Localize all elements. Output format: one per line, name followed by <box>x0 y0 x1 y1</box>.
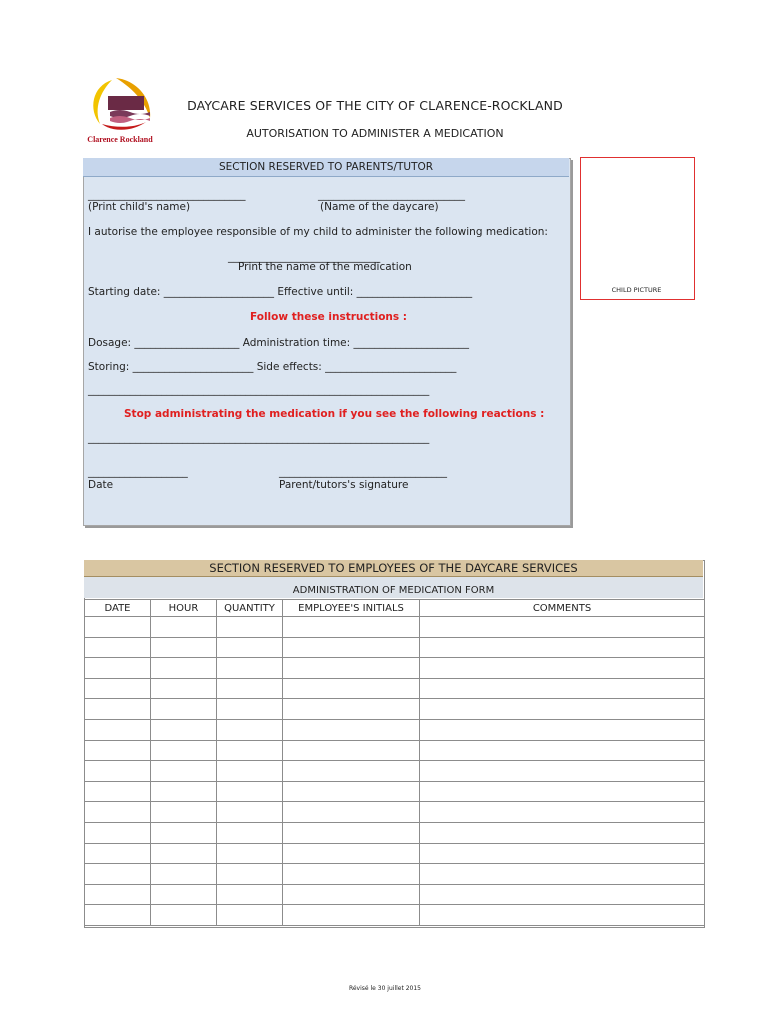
date-cell[interactable] <box>85 822 151 843</box>
quantity-cell[interactable] <box>217 617 283 638</box>
comments-cell[interactable] <box>420 637 705 658</box>
hour-cell[interactable] <box>151 884 217 905</box>
column-header-hour: HOUR <box>151 600 217 617</box>
instructions-line[interactable]: _________________________________________________________________ <box>88 384 430 396</box>
hour-cell[interactable] <box>151 781 217 802</box>
quantity-cell[interactable] <box>217 678 283 699</box>
date-cell[interactable] <box>85 617 151 638</box>
child-picture-label: CHILD PICTURE <box>611 286 662 294</box>
authorize-text: I autorise the employee responsible of my child to administer the following medication: <box>88 226 548 238</box>
comments-cell[interactable] <box>420 719 705 740</box>
date-cell[interactable] <box>85 761 151 782</box>
table-row <box>85 781 705 802</box>
initials-cell[interactable] <box>283 802 420 823</box>
table-row <box>85 761 705 782</box>
date-cell[interactable] <box>85 905 151 926</box>
quantity-cell[interactable] <box>217 884 283 905</box>
hour-cell[interactable] <box>151 699 217 720</box>
initials-cell[interactable] <box>283 884 420 905</box>
hour-cell[interactable] <box>151 905 217 926</box>
table-row <box>85 699 705 720</box>
child-name-line[interactable]: ______________________________ <box>88 189 246 201</box>
hour-cell[interactable] <box>151 678 217 699</box>
date-cell[interactable] <box>85 699 151 720</box>
quantity-cell[interactable] <box>217 843 283 864</box>
table-row <box>85 884 705 905</box>
quantity-cell[interactable] <box>217 658 283 679</box>
comments-cell[interactable] <box>420 864 705 885</box>
comments-cell[interactable] <box>420 658 705 679</box>
initials-cell[interactable] <box>283 740 420 761</box>
hour-cell[interactable] <box>151 822 217 843</box>
quantity-cell[interactable] <box>217 761 283 782</box>
table-row <box>85 822 705 843</box>
quantity-cell[interactable] <box>217 719 283 740</box>
quantity-cell[interactable] <box>217 637 283 658</box>
quantity-cell[interactable] <box>217 822 283 843</box>
date-cell[interactable] <box>85 637 151 658</box>
initials-cell[interactable] <box>283 719 420 740</box>
employees-section-title: SECTION RESERVED TO EMPLOYEES OF THE DAYCARE SERVICES <box>84 560 703 577</box>
date-cell[interactable] <box>85 802 151 823</box>
medication-form-title: ADMINISTRATION OF MEDICATION FORM <box>84 577 703 598</box>
child-picture-box[interactable] <box>580 157 695 300</box>
date-label: Date <box>88 479 114 491</box>
quantity-cell[interactable] <box>217 781 283 802</box>
medication-log-table <box>84 599 705 926</box>
city-logo <box>82 74 158 146</box>
storing-field[interactable]: Storing: _______________________ Side effects: _________________________ <box>88 361 457 373</box>
follow-instructions-heading: Follow these instructions : <box>250 311 408 323</box>
quantity-cell[interactable] <box>217 802 283 823</box>
initials-cell[interactable] <box>283 617 420 638</box>
hour-cell[interactable] <box>151 719 217 740</box>
date-cell[interactable] <box>85 658 151 679</box>
table-header-row <box>85 600 705 617</box>
quantity-cell[interactable] <box>217 740 283 761</box>
quantity-cell[interactable] <box>217 699 283 720</box>
comments-cell[interactable] <box>420 884 705 905</box>
initials-cell[interactable] <box>283 637 420 658</box>
comments-cell[interactable] <box>420 740 705 761</box>
column-header-initials: EMPLOYEE'S INITIALS <box>283 600 420 617</box>
date-cell[interactable] <box>85 843 151 864</box>
date-cell[interactable] <box>85 740 151 761</box>
initials-cell[interactable] <box>283 843 420 864</box>
hour-cell[interactable] <box>151 843 217 864</box>
column-header-date: DATE <box>85 600 151 617</box>
comments-cell[interactable] <box>420 617 705 638</box>
initials-cell[interactable] <box>283 699 420 720</box>
medication-name-label: Print the name of the medication <box>238 261 412 273</box>
signature-label: Parent/tutors's signature <box>279 479 409 491</box>
date-cell[interactable] <box>85 884 151 905</box>
hour-cell[interactable] <box>151 658 217 679</box>
hour-cell[interactable] <box>151 802 217 823</box>
initials-cell[interactable] <box>283 761 420 782</box>
comments-cell[interactable] <box>420 822 705 843</box>
table-row <box>85 740 705 761</box>
child-name-label: (Print child's name) <box>88 201 191 213</box>
hour-cell[interactable] <box>151 740 217 761</box>
comments-cell[interactable] <box>420 678 705 699</box>
initials-cell[interactable] <box>283 864 420 885</box>
initials-cell[interactable] <box>283 678 420 699</box>
hour-cell[interactable] <box>151 864 217 885</box>
comments-cell[interactable] <box>420 802 705 823</box>
comments-cell[interactable] <box>420 905 705 926</box>
table-row <box>85 864 705 885</box>
medication-name-line[interactable]: _____________________________ <box>228 251 381 263</box>
table-row <box>85 843 705 864</box>
hour-cell[interactable] <box>151 637 217 658</box>
hour-cell[interactable] <box>151 617 217 638</box>
table-row <box>85 678 705 699</box>
quantity-cell[interactable] <box>217 864 283 885</box>
dosage-field[interactable]: Dosage: ____________________ Administration time: ______________________ <box>88 337 470 349</box>
comments-cell[interactable] <box>420 843 705 864</box>
column-header-comments: COMMENTS <box>420 600 705 617</box>
reactions-line[interactable]: _________________________________________________________________ <box>88 432 430 444</box>
date-cell[interactable] <box>85 719 151 740</box>
page-title: DAYCARE SERVICES OF THE CITY OF CLARENCE-ROCKLAND <box>187 98 563 113</box>
hour-cell[interactable] <box>151 761 217 782</box>
table-row <box>85 637 705 658</box>
date-line[interactable]: ___________________ <box>88 466 188 478</box>
comments-cell[interactable] <box>420 699 705 720</box>
table-row <box>85 719 705 740</box>
comments-cell[interactable] <box>420 761 705 782</box>
comments-cell[interactable] <box>420 781 705 802</box>
date-cell[interactable] <box>85 781 151 802</box>
table-row <box>85 658 705 679</box>
date-cell[interactable] <box>85 678 151 699</box>
daycare-name-line[interactable]: ____________________________ <box>318 189 465 201</box>
signature-line[interactable]: ________________________________ <box>279 466 447 478</box>
page-subtitle: AUTORISATION TO ADMINISTER A MEDICATION <box>246 127 504 140</box>
starting-date-field[interactable]: Starting date: _____________________ Effective until: ______________________ <box>88 286 473 298</box>
initials-cell[interactable] <box>283 822 420 843</box>
initials-cell[interactable] <box>283 658 420 679</box>
parents-section-title: SECTION RESERVED TO PARENTS/TUTOR <box>83 158 569 177</box>
daycare-name-label: (Name of the daycare) <box>320 201 439 213</box>
logo-text: Clarence Rockland <box>87 135 153 144</box>
table-row <box>85 905 705 926</box>
initials-cell[interactable] <box>283 905 420 926</box>
revision-note: Révisé le 30 juillet 2015 <box>348 985 422 992</box>
medication-log-body <box>85 617 705 926</box>
table-row <box>85 617 705 638</box>
quantity-cell[interactable] <box>217 905 283 926</box>
table-row <box>85 802 705 823</box>
date-cell[interactable] <box>85 864 151 885</box>
column-header-quantity: QUANTITY <box>217 600 283 617</box>
stop-reactions-heading: Stop administrating the medication if you see the following reactions : <box>124 408 545 420</box>
initials-cell[interactable] <box>283 781 420 802</box>
